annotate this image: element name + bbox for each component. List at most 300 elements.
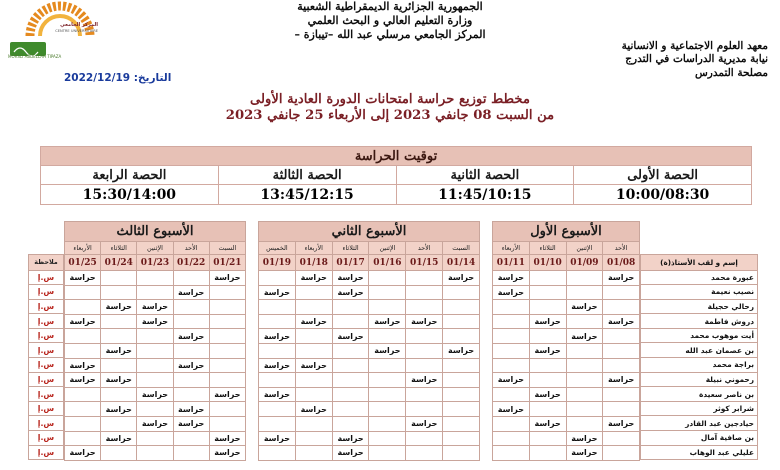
session-3-name: الحصة الثالثة [218, 166, 396, 185]
day-name: الأحد [173, 242, 209, 255]
empty-cell [101, 446, 137, 461]
empty-cell [529, 431, 566, 446]
empty-cell [566, 416, 603, 431]
empty-cell [493, 446, 530, 461]
guard-duty-cell: حراسة [137, 416, 173, 431]
session-4-name: الحصة الرابعة [41, 166, 219, 185]
guard-duty-cell: حراسة [406, 314, 443, 329]
empty-cell [443, 358, 480, 373]
guard-duty-cell: حراسة [493, 271, 530, 286]
empty-cell [443, 314, 480, 329]
name-row [641, 387, 758, 402]
session-2-name: الحصة الثانية [396, 166, 574, 185]
name-row [641, 343, 758, 358]
empty-cell [65, 387, 101, 402]
day-date: 01/24 [101, 255, 137, 271]
empty-cell [369, 271, 406, 286]
empty-cell [295, 387, 332, 402]
date-value: 2022/12/19 [64, 72, 131, 84]
empty-cell [209, 343, 245, 358]
empty-cell [332, 358, 369, 373]
guard-duty-cell: حراسة [529, 343, 566, 358]
guard-duty-cell: حراسة [529, 314, 566, 329]
sunburst-logo-icon [4, 0, 96, 70]
week-title: الأسبوع الثاني [259, 222, 480, 242]
empty-cell [209, 285, 245, 300]
teacher-name: شرابر كوثر [641, 401, 758, 416]
note-value: س.إ [29, 358, 64, 373]
empty-cell [101, 358, 137, 373]
empty-cell [603, 446, 640, 461]
day-name: الخميس [259, 242, 296, 255]
day-date: 01/25 [65, 255, 101, 271]
title-line-1: مخطط توزيع حراسة امتحانات الدورة العادية الأولى [249, 92, 531, 107]
guard-duty-cell: حراسة [209, 431, 245, 446]
day-name: الأربعاء [295, 242, 332, 255]
empty-cell [101, 329, 137, 344]
day-date: 01/08 [603, 255, 640, 271]
empty-cell [566, 314, 603, 329]
note-value: س.إ [29, 343, 64, 358]
empty-cell [332, 402, 369, 417]
empty-cell [443, 431, 480, 446]
empty-cell [443, 329, 480, 344]
schedule-row [65, 314, 246, 329]
empty-cell [566, 373, 603, 388]
guard-duty-cell: حراسة [332, 271, 369, 286]
guard-duty-cell: حراسة [259, 358, 296, 373]
document-title [200, 92, 580, 124]
empty-cell [259, 446, 296, 461]
empty-cell [137, 446, 173, 461]
empty-cell [295, 300, 332, 315]
guard-duty-cell: حراسة [566, 446, 603, 461]
empty-cell [406, 271, 443, 286]
schedule-row [259, 285, 480, 300]
week-title: الأسبوع الثالث [65, 222, 246, 242]
empty-cell [137, 285, 173, 300]
empty-cell [295, 446, 332, 461]
guard-duty-cell: حراسة [529, 387, 566, 402]
empty-cell [603, 300, 640, 315]
empty-cell [173, 431, 209, 446]
empty-cell [65, 416, 101, 431]
guard-duty-cell: حراسة [209, 271, 245, 286]
day-date: 01/16 [369, 255, 406, 271]
empty-cell [566, 285, 603, 300]
empty-cell [137, 343, 173, 358]
guard-duty-cell: حراسة [173, 329, 209, 344]
empty-cell [406, 285, 443, 300]
empty-cell [406, 431, 443, 446]
day-name: السبت [443, 242, 480, 255]
day-date: 01/18 [295, 255, 332, 271]
empty-cell [295, 343, 332, 358]
schedule-row [65, 300, 246, 315]
teacher-name: حيادجين عبد القادر [641, 416, 758, 431]
schedule-row [65, 387, 246, 402]
schedule-row [259, 314, 480, 329]
empty-cell [259, 271, 296, 286]
teacher-name: بن عصمان عبد الله [641, 343, 758, 358]
session-2-time: 11:45/10:15 [396, 185, 574, 205]
teacher-name: بن صافية آمال [641, 431, 758, 446]
schedule-row [493, 271, 640, 286]
schedule-row [493, 416, 640, 431]
schedule-row [259, 402, 480, 417]
empty-cell [603, 329, 640, 344]
schedule-row [65, 358, 246, 373]
ministry-header [240, 0, 540, 42]
empty-cell [603, 402, 640, 417]
note-value: س.إ [29, 387, 64, 402]
empty-cell [529, 329, 566, 344]
empty-cell [173, 387, 209, 402]
ministry-line: وزارة التعليم العالي و البحث العلمي [307, 14, 473, 27]
title-line-2: من السبت 08 جانفي 2023 إلى الأربعاء 25 جانفي 2023 [225, 108, 555, 123]
guard-duty-cell: حراسة [295, 271, 332, 286]
empty-cell [603, 343, 640, 358]
empty-cell [137, 373, 173, 388]
note-value: س.إ [29, 445, 64, 460]
guard-duty-cell: حراسة [332, 285, 369, 300]
day-name: الإثنين [137, 242, 173, 255]
timing-heading: توقيت الحراسة [41, 147, 752, 166]
day-date: 01/10 [529, 255, 566, 271]
schedule-row [65, 446, 246, 461]
empty-cell [137, 271, 173, 286]
empty-cell [209, 300, 245, 315]
empty-cell [603, 387, 640, 402]
empty-cell [406, 446, 443, 461]
day-date: 01/19 [259, 255, 296, 271]
name-row [641, 299, 758, 314]
guard-duty-cell: حراسة [101, 343, 137, 358]
schedule-row [493, 431, 640, 446]
schedule-row [493, 387, 640, 402]
guard-duty-cell: حراسة [101, 431, 137, 446]
schedule-row [493, 402, 640, 417]
schedule-row [65, 285, 246, 300]
day-name: الأحد [603, 242, 640, 255]
empty-cell [369, 416, 406, 431]
teacher-name: رحموني نبيلة [641, 372, 758, 387]
teacher-name: أيت موهوب محمد [641, 328, 758, 343]
empty-cell [295, 329, 332, 344]
session-1-time: 10:00/08:30 [574, 185, 752, 205]
empty-cell [603, 431, 640, 446]
logo-arabic-name: المركز الجامعي [60, 22, 98, 28]
empty-cell [529, 373, 566, 388]
empty-cell [566, 358, 603, 373]
empty-cell [369, 300, 406, 315]
guard-duty-cell: حراسة [65, 271, 101, 286]
schedule-row [259, 387, 480, 402]
guard-duty-cell: حراسة [259, 387, 296, 402]
empty-cell [209, 314, 245, 329]
guard-duty-cell: حراسة [101, 373, 137, 388]
empty-cell [137, 358, 173, 373]
empty-cell [369, 387, 406, 402]
empty-cell [209, 373, 245, 388]
guard-duty-cell: حراسة [369, 314, 406, 329]
schedule-row [65, 373, 246, 388]
guard-duty-cell: حراسة [369, 343, 406, 358]
day-name: الإثنين [566, 242, 603, 255]
empty-cell [209, 358, 245, 373]
schedule-row [493, 358, 640, 373]
note-value: س.إ [29, 416, 64, 431]
guard-duty-cell: حراسة [529, 416, 566, 431]
empty-cell [173, 271, 209, 286]
day-name: الأربعاء [493, 242, 530, 255]
schedule-row [259, 446, 480, 461]
empty-cell [332, 387, 369, 402]
note-value: س.إ [29, 299, 64, 314]
guard-duty-cell: حراسة [101, 300, 137, 315]
empty-cell [332, 373, 369, 388]
empty-cell [65, 343, 101, 358]
name-row [641, 431, 758, 446]
guard-duty-cell: حراسة [603, 373, 640, 388]
name-row [641, 445, 758, 460]
schedule-row [259, 358, 480, 373]
schedule-row [259, 431, 480, 446]
empty-cell [332, 314, 369, 329]
session-1-name: الحصة الأولى [574, 166, 752, 185]
guard-duty-cell: حراسة [295, 358, 332, 373]
guard-duty-cell: حراسة [173, 358, 209, 373]
note-value: س.إ [29, 372, 64, 387]
empty-cell [173, 314, 209, 329]
guard-duty-cell: حراسة [137, 387, 173, 402]
empty-cell [493, 343, 530, 358]
empty-cell [65, 431, 101, 446]
empty-cell [173, 446, 209, 461]
empty-cell [209, 402, 245, 417]
schedule-row [259, 300, 480, 315]
guard-duty-cell: حراسة [137, 314, 173, 329]
empty-cell [259, 343, 296, 358]
teacher-name: رحالي حجيلة [641, 299, 758, 314]
schedule-row [493, 329, 640, 344]
guard-duty-cell: حراسة [493, 285, 530, 300]
empty-cell [493, 358, 530, 373]
directorate-line: نيابة مديرية الدراسات في التدرج [625, 53, 768, 66]
schedule-row [65, 271, 246, 286]
empty-cell [529, 358, 566, 373]
empty-cell [493, 314, 530, 329]
week-1-table [492, 221, 640, 461]
empty-cell [529, 402, 566, 417]
guard-duty-cell: حراسة [332, 431, 369, 446]
timing-table [40, 146, 752, 205]
week-title: الأسبوع الأول [493, 222, 640, 242]
guard-duty-cell: حراسة [259, 285, 296, 300]
empty-cell [566, 402, 603, 417]
empty-cell [65, 402, 101, 417]
empty-cell [369, 358, 406, 373]
guard-duty-cell: حراسة [259, 431, 296, 446]
empty-cell [259, 373, 296, 388]
day-date: 01/22 [173, 255, 209, 271]
empty-cell [65, 285, 101, 300]
empty-cell [295, 373, 332, 388]
empty-cell [101, 314, 137, 329]
empty-cell [137, 431, 173, 446]
guard-duty-cell: حراسة [493, 402, 530, 417]
empty-cell [137, 329, 173, 344]
empty-cell [332, 343, 369, 358]
teacher-names-table [640, 221, 758, 460]
schedule-row [259, 271, 480, 286]
empty-cell [566, 271, 603, 286]
empty-cell [529, 446, 566, 461]
schedule-row [65, 431, 246, 446]
center-line: المركز الجامعي مرسلي عبد الله –تيبازة – [294, 28, 486, 41]
empty-cell [443, 387, 480, 402]
empty-cell [493, 387, 530, 402]
notes-column-header: ملاحظة [29, 254, 64, 270]
empty-cell [295, 416, 332, 431]
empty-cell [369, 329, 406, 344]
service-line: مصلحة التمدرس [694, 66, 768, 79]
empty-cell [493, 300, 530, 315]
name-column-header: إسم و لقب الأستاذ(ة) [641, 254, 758, 270]
empty-cell [443, 402, 480, 417]
guard-duty-cell: حراسة [603, 271, 640, 286]
empty-cell [529, 285, 566, 300]
empty-cell [443, 373, 480, 388]
logo-small-text: CENTRE UNIVERSITAIRE [55, 29, 98, 33]
guard-duty-cell: حراسة [295, 402, 332, 417]
empty-cell [369, 431, 406, 446]
teacher-name: عليلي عبد الوهاب [641, 445, 758, 460]
day-date: 01/17 [332, 255, 369, 271]
empty-cell [259, 314, 296, 329]
guard-duty-cell: حراسة [406, 373, 443, 388]
empty-cell [406, 358, 443, 373]
name-row [641, 270, 758, 285]
guard-duty-cell: حراسة [493, 373, 530, 388]
name-row [641, 416, 758, 431]
schedule-row [65, 343, 246, 358]
day-name: الأربعاء [65, 242, 101, 255]
empty-cell [603, 358, 640, 373]
name-row [641, 314, 758, 329]
teacher-name: براجة محمد [641, 358, 758, 373]
empty-cell [209, 416, 245, 431]
guard-duty-cell: حراسة [443, 271, 480, 286]
note-value: س.إ [29, 401, 64, 416]
note-value: س.إ [29, 328, 64, 343]
day-date: 01/14 [443, 255, 480, 271]
empty-cell [173, 343, 209, 358]
empty-cell [603, 285, 640, 300]
institute-line: معهد العلوم الاجتماعية و الانسانية [621, 40, 768, 52]
guard-duty-cell: حراسة [209, 387, 245, 402]
name-row [641, 358, 758, 373]
guard-duty-cell: حراسة [603, 416, 640, 431]
date-label: التاريخ: [130, 72, 172, 84]
guard-duty-cell: حراسة [65, 373, 101, 388]
schedule-row [259, 329, 480, 344]
teacher-name: بن ناصر سعيدة [641, 387, 758, 402]
session-4-time: 15:30/14:00 [41, 185, 219, 205]
empty-cell [406, 387, 443, 402]
empty-cell [566, 343, 603, 358]
logo-caption [38, 22, 98, 34]
empty-cell [493, 329, 530, 344]
empty-cell [101, 285, 137, 300]
teacher-name: نصيب نعيمة [641, 285, 758, 300]
week-3-table [64, 221, 246, 461]
teacher-name: دروش فاطمة [641, 314, 758, 329]
guard-duty-cell: حراسة [173, 285, 209, 300]
empty-cell [443, 285, 480, 300]
schedule-row [65, 416, 246, 431]
notes-spacer [29, 221, 64, 254]
session-3-time: 13:45/12:15 [218, 185, 396, 205]
empty-cell [259, 300, 296, 315]
note-value: س.إ [29, 314, 64, 329]
guard-duty-cell: حراسة [295, 314, 332, 329]
university-logo [4, 0, 96, 70]
empty-cell [332, 416, 369, 431]
republic-line: الجمهورية الجزائرية الديمقراطية الشعبية [297, 0, 483, 13]
empty-cell [566, 387, 603, 402]
empty-cell [529, 271, 566, 286]
day-date: 01/09 [566, 255, 603, 271]
guard-duty-cell: حراسة [332, 329, 369, 344]
day-date: 01/23 [137, 255, 173, 271]
guard-duty-cell: حراسة [443, 343, 480, 358]
empty-cell [295, 285, 332, 300]
schedule-row [65, 402, 246, 417]
day-date: 01/11 [493, 255, 530, 271]
empty-cell [493, 416, 530, 431]
name-row [641, 401, 758, 416]
schedule-row [259, 343, 480, 358]
notes-table [28, 221, 64, 460]
empty-cell [369, 285, 406, 300]
empty-cell [443, 416, 480, 431]
day-date: 01/21 [209, 255, 245, 271]
guard-duty-cell: حراسة [65, 446, 101, 461]
guard-duty-cell: حراسة [603, 314, 640, 329]
document-date [64, 72, 171, 84]
name-row [641, 372, 758, 387]
empty-cell [173, 300, 209, 315]
day-name: الثلاثاء [101, 242, 137, 255]
institute-header [508, 40, 768, 80]
note-value: س.إ [29, 270, 64, 285]
empty-cell [101, 271, 137, 286]
guard-duty-cell: حراسة [406, 416, 443, 431]
schedule-row [493, 285, 640, 300]
empty-cell [173, 373, 209, 388]
empty-cell [406, 343, 443, 358]
teacher-name: عبورة محمد [641, 270, 758, 285]
empty-cell [65, 300, 101, 315]
guard-duty-cell: حراسة [65, 358, 101, 373]
guard-duty-cell: حراسة [173, 402, 209, 417]
empty-cell [443, 446, 480, 461]
schedule-row [493, 343, 640, 358]
empty-cell [295, 431, 332, 446]
note-value: س.إ [29, 285, 64, 300]
name-row [641, 328, 758, 343]
